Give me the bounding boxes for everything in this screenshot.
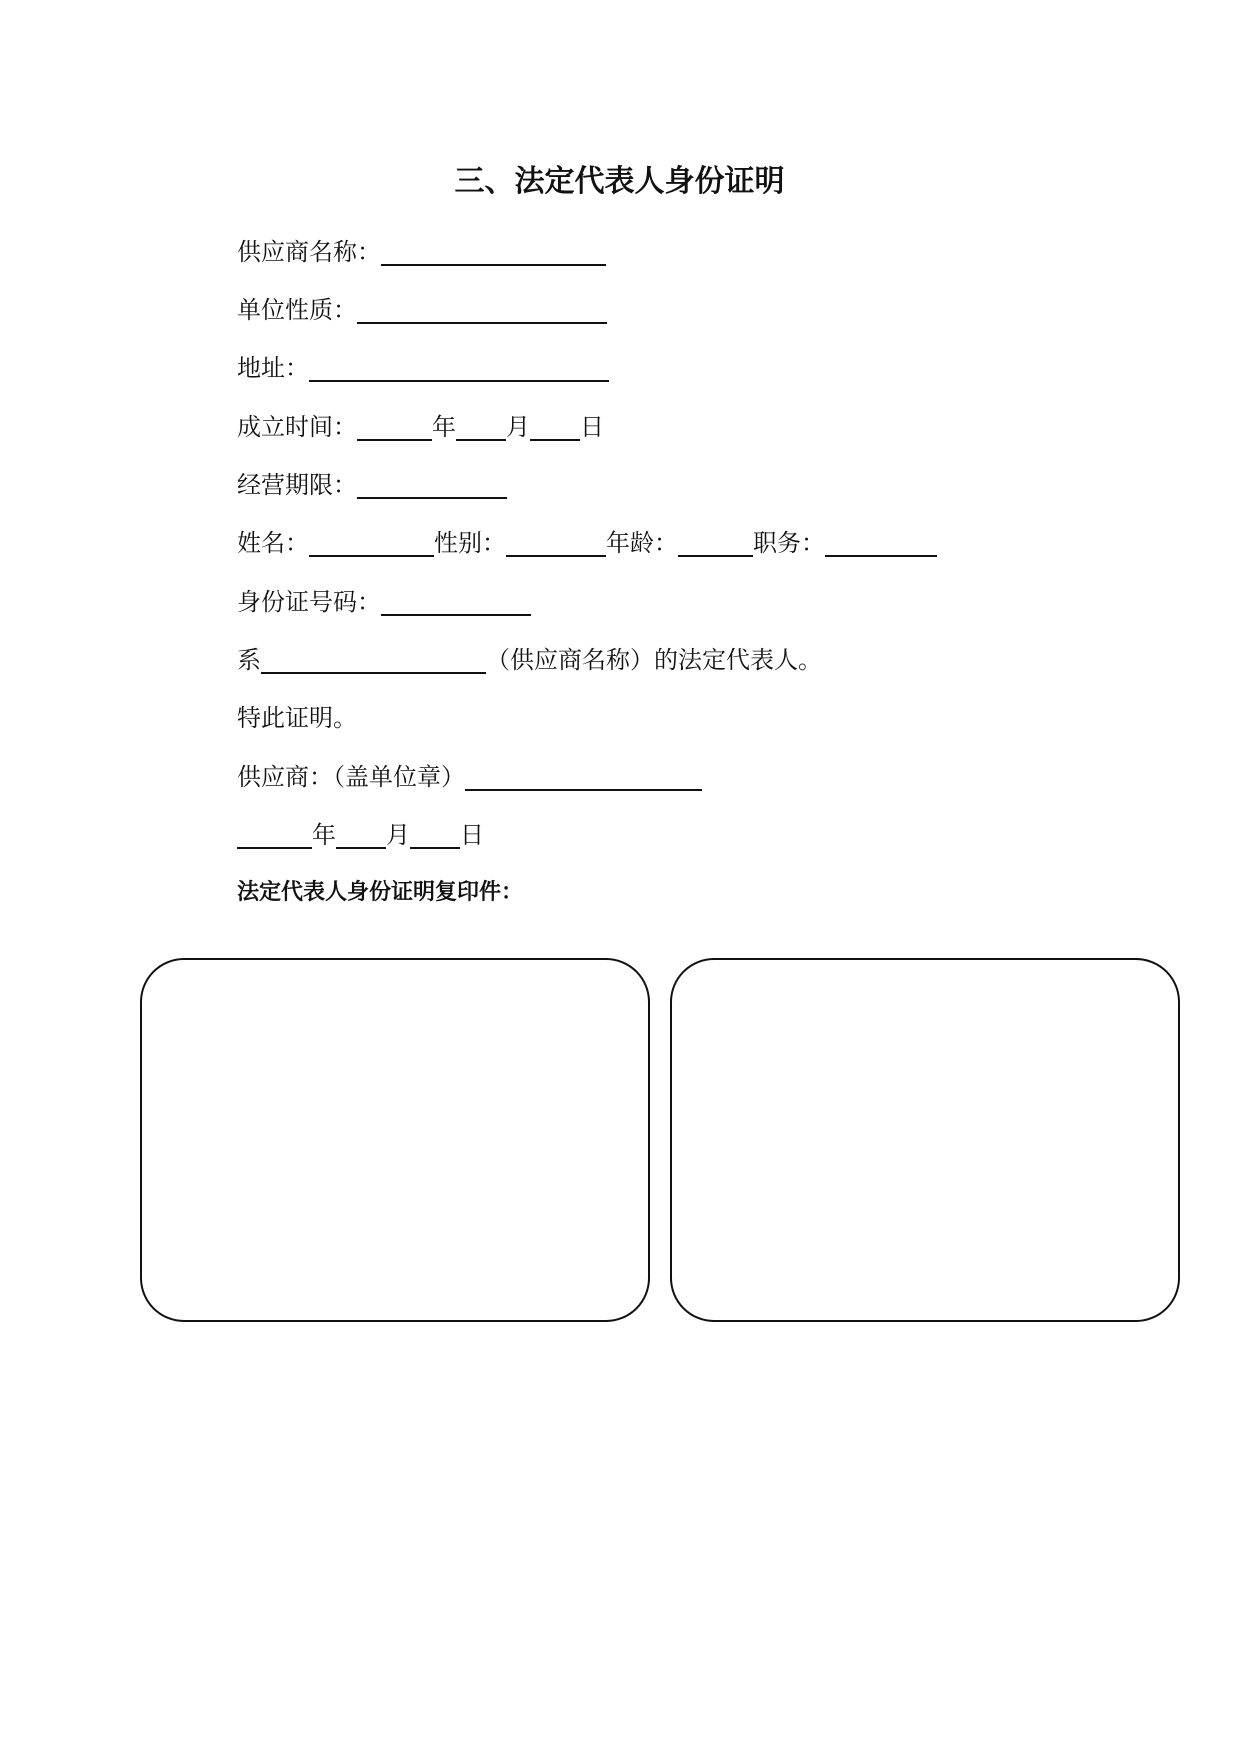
term-row bbox=[237, 465, 507, 505]
id-copy-front-box bbox=[140, 958, 650, 1322]
age-label: 年龄： bbox=[606, 529, 678, 557]
supplier-seal-label: 供应商：（盖单位章） bbox=[237, 763, 465, 791]
name-label: 姓名： bbox=[237, 529, 309, 557]
id-label: 身份证号码： bbox=[237, 588, 381, 616]
age-blank[interactable] bbox=[678, 527, 753, 557]
established-year-label: 年 bbox=[432, 413, 456, 441]
sign-month-blank[interactable] bbox=[336, 819, 386, 849]
established-month-blank[interactable] bbox=[456, 411, 506, 441]
id-row bbox=[237, 582, 531, 622]
supplier-name-blank[interactable] bbox=[381, 236, 606, 266]
position-blank[interactable] bbox=[825, 527, 937, 557]
sign-day-label: 日 bbox=[460, 821, 484, 849]
position-label: 职务： bbox=[753, 529, 825, 557]
supplier-name-label: 供应商名称： bbox=[237, 238, 381, 266]
supplier-seal-blank[interactable] bbox=[465, 761, 702, 791]
gender-blank[interactable] bbox=[506, 527, 606, 557]
id-blank[interactable] bbox=[381, 586, 531, 616]
is-suffix: （供应商名称）的法定代表人。 bbox=[486, 646, 822, 674]
sign-year-blank[interactable] bbox=[237, 819, 312, 849]
address-label: 地址： bbox=[237, 354, 309, 382]
sign-day-blank[interactable] bbox=[410, 819, 460, 849]
supplier-seal-row bbox=[237, 757, 702, 797]
page-title: 三、法定代表人身份证明 bbox=[454, 164, 785, 199]
established-label: 成立时间： bbox=[237, 413, 357, 441]
name-blank[interactable] bbox=[309, 527, 434, 557]
certify-text: 特此证明。 bbox=[237, 704, 357, 732]
unit-nature-row bbox=[237, 290, 607, 330]
supplier-name-row bbox=[237, 232, 606, 272]
term-blank[interactable] bbox=[357, 469, 507, 499]
established-year-blank[interactable] bbox=[357, 411, 432, 441]
gender-label: 性别： bbox=[434, 529, 506, 557]
sign-year-label: 年 bbox=[312, 821, 336, 849]
legal-rep-company-blank[interactable] bbox=[261, 644, 486, 674]
legal-rep-row bbox=[237, 640, 822, 680]
address-row bbox=[237, 348, 609, 388]
id-copy-back-box bbox=[670, 958, 1180, 1322]
established-day-blank[interactable] bbox=[530, 411, 580, 441]
term-label: 经营期限： bbox=[237, 471, 357, 499]
unit-nature-label: 单位性质： bbox=[237, 296, 357, 324]
unit-nature-blank[interactable] bbox=[357, 294, 607, 324]
is-prefix: 系 bbox=[237, 646, 261, 674]
established-day-label: 日 bbox=[580, 413, 604, 441]
established-month-label: 月 bbox=[506, 413, 530, 441]
certify-row bbox=[237, 698, 357, 738]
established-row bbox=[237, 407, 604, 447]
sign-date-row bbox=[237, 815, 484, 855]
sign-month-label: 月 bbox=[386, 821, 410, 849]
copy-title: 法定代表人身份证明复印件： bbox=[237, 880, 524, 905]
address-blank[interactable] bbox=[309, 352, 609, 382]
person-row bbox=[237, 523, 937, 563]
